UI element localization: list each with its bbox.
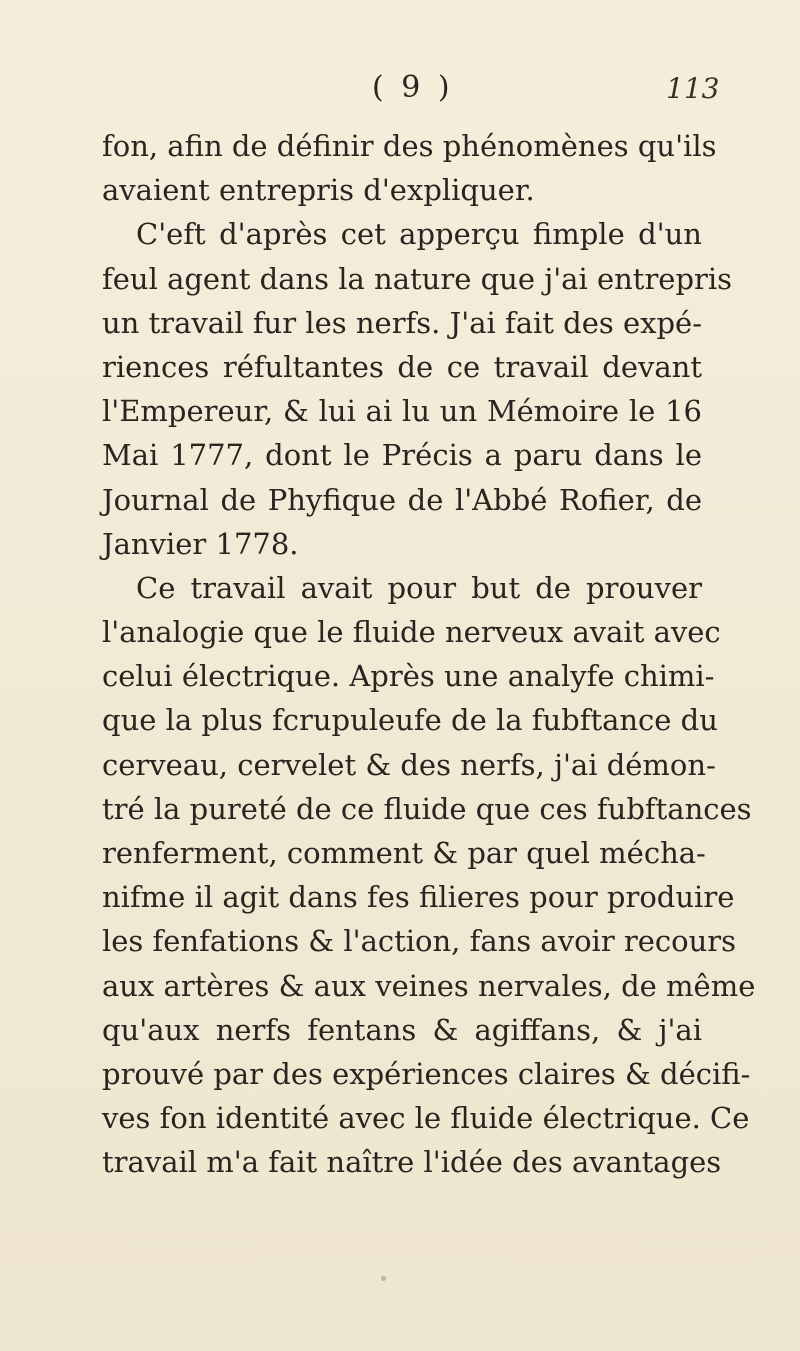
text-line: Janvier 1778. xyxy=(102,526,299,561)
text-line: que la plus fcrupuleufe de la fubftance du xyxy=(102,703,718,738)
text-line: prouvé par des expériences claires & décifi- xyxy=(102,1056,751,1091)
page-number: ( 9 ) xyxy=(372,70,454,105)
text-line: qu'aux nerfs fentans & agiffans, & j'ai xyxy=(102,1012,702,1047)
text-line: travail m'a fait naître l'idée des avantages xyxy=(102,1145,722,1180)
body-text xyxy=(102,124,756,1185)
text-line: l'analogie que le fluide nerveux avait avec xyxy=(102,615,721,650)
text-line: l'Empereur, & lui ai lu un Mémoire le 16 xyxy=(102,394,702,429)
paper-speck xyxy=(381,1276,386,1281)
text-line: renferment, comment & par quel mécha- xyxy=(102,836,706,870)
text-line: Ce travail avait pour but de prouver xyxy=(136,570,702,605)
text-line: un travail fur les nerfs. J'ai fait des expé- xyxy=(102,305,703,340)
text-line: riences réfultantes de ce travail devant xyxy=(102,349,702,384)
text-line: tré la pureté de ce fluide que ces fubftances xyxy=(102,791,752,826)
text-line: les fenfations & l'action, fans avoir recours xyxy=(102,924,737,959)
text-line: aux artères & aux veines nervales, de même xyxy=(102,968,756,1003)
text-line: avaient entrepris d'expliquer. xyxy=(102,173,535,208)
text-line: Mai 1777, dont le Précis a paru dans le xyxy=(102,438,702,473)
text-line: C'eft d'après cet apperçu fimple d'un xyxy=(136,217,702,252)
text-line: celui électrique. Après une analyfe chimi- xyxy=(102,659,715,694)
text-line: feul agent dans la nature que j'ai entrepris xyxy=(102,261,733,296)
text-line: nifme il agit dans fes filieres pour produire xyxy=(102,880,735,915)
text-line: cerveau, cervelet & des nerfs, j'ai démon- xyxy=(102,747,716,782)
handwritten-folio-note: 113 xyxy=(666,72,720,105)
text-line: ves fon identité avec le fluide électrique. Ce xyxy=(102,1101,750,1136)
page-header xyxy=(0,70,800,114)
text-line: Journal de Phyfique de l'Abbé Rofier, de xyxy=(102,482,702,517)
text-line: fon, afin de définir des phénomènes qu'ils xyxy=(102,129,717,163)
